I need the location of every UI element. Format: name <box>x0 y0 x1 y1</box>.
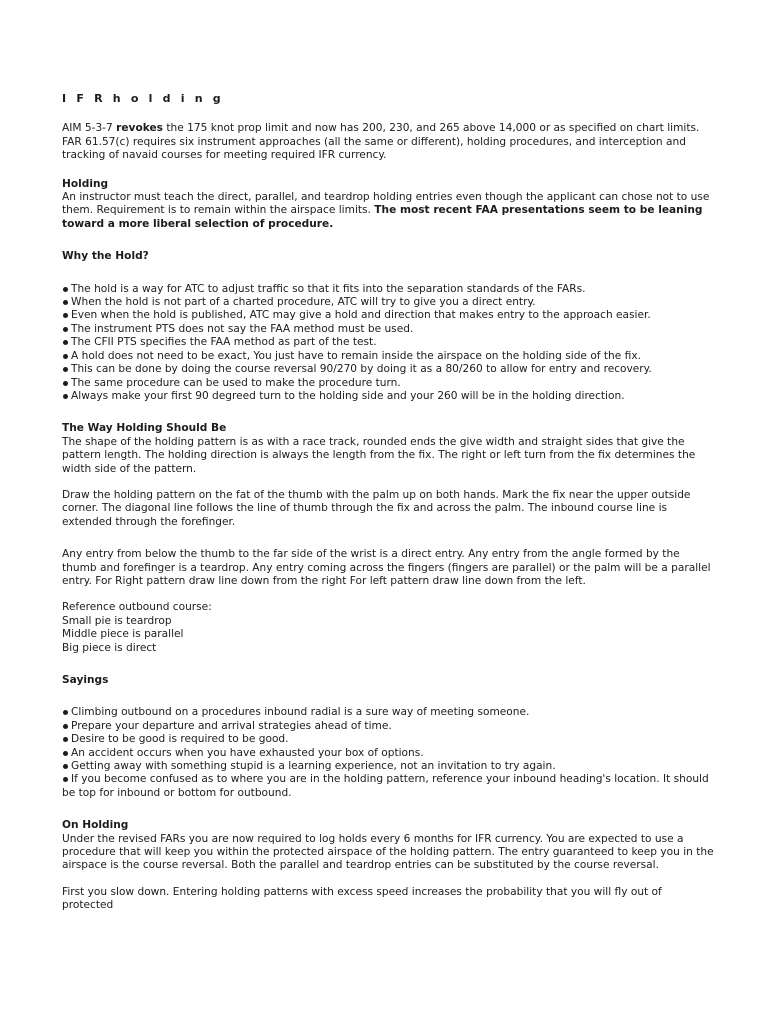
intro-aim-bold: revokes <box>116 122 163 135</box>
list-item: Getting away with something stupid is a learning experience, not an invitation to try again. <box>62 760 716 773</box>
list-item: A hold does not need to be exact, You just have to remain inside the airspace on the holding side of the fix. <box>62 350 716 363</box>
on-holding-paragraph-2: First you slow down. Entering holding patterns with excess speed increases the probability that you will fly out of protected <box>62 885 662 912</box>
on-holding-paragraph-1: Under the revised FARs you are now required to log holds every 6 months for IFR currency. You are expected to use a procedure that will keep you within the protected airspace of the holding pattern. The entry guaranteed to keep you in the airspace is the course reversal. Both the parallel and teardrop entries can be substituted by the course reversal. <box>62 832 714 872</box>
bullet-icon <box>63 313 68 318</box>
bullet-icon <box>63 777 68 782</box>
intro-aim-line <box>62 122 716 135</box>
bullet-icon <box>63 751 68 756</box>
intro-far-line: FAR 61.57(c) requires six instrument approaches (all the same or different), holding procedures, and interception and tracking of navaid courses for meeting required IFR currency. <box>62 135 686 162</box>
list-item: The instrument PTS does not say the FAA method must be used. <box>62 323 716 336</box>
holding-heading: Holding <box>62 177 109 190</box>
bullet-icon <box>63 300 68 305</box>
bullet-icon <box>63 367 68 372</box>
bullet-icon <box>63 737 68 742</box>
reference-line: Middle piece is parallel <box>62 628 184 641</box>
bullet-icon <box>63 340 68 345</box>
list-item: Even when the hold is published, ATC may give a hold and direction that makes entry to the approach easier. <box>62 309 716 322</box>
holding-text: An instructor must teach the direct, parallel, and teardrop holding entries even though the applicant can chose not to use them. Requirement is to remain within the airspace limits. <box>62 191 710 217</box>
on-holding-heading: On Holding <box>62 819 129 832</box>
document-title: I F R h o l d i n g <box>62 92 224 105</box>
list-item: The same procedure can be used to make the procedure turn. <box>62 377 716 390</box>
bullet-icon <box>63 354 68 359</box>
sayings-heading: Sayings <box>62 674 109 686</box>
bullet-icon <box>63 710 68 715</box>
bullet-icon <box>63 287 68 292</box>
holding-paragraph <box>62 191 716 231</box>
why-hold-list <box>62 283 716 404</box>
list-item: If you become confused as to where you are in the holding pattern, reference your inbound heading's location. It should be top for inbound or bottom for outbound. <box>62 773 709 799</box>
way-holding-paragraph-2: Draw the holding pattern on the fat of the thumb with the palm up on both hands. Mark the fix near the upper outside corner. The diagonal line follows the line of thumb through the fix and across the palm. The inbound course line is extended through the forefinger. <box>62 488 691 528</box>
reference-line: Reference outbound course: <box>62 601 212 614</box>
bullet-icon <box>63 764 68 769</box>
intro-aim-suffix: the 175 knot prop limit and now has 200, 230, and 265 above 14,000 or as specified on chart limits. <box>162 122 700 135</box>
bullet-icon <box>63 724 68 729</box>
list-item: When the hold is not part of a charted procedure, ATC will try to give you a direct entry. <box>62 296 716 309</box>
reference-line: Small pie is teardrop <box>62 614 172 627</box>
list-item: Desire to be good is required to be good. <box>62 733 716 746</box>
list-item: Climbing outbound on a procedures inbound radial is a sure way of meeting someone. <box>62 706 716 719</box>
reference-line: Big piece is direct <box>62 641 157 654</box>
list-item: The CFII PTS specifies the FAA method as part of the test. <box>62 336 716 349</box>
way-holding-paragraph-3: Any entry from below the thumb to the far side of the wrist is a direct entry. Any entry from the angle formed by the thumb and forefinger is a teardrop. Any entry coming across the fingers (fingers are parallel) or the palm will be a parallel entry. For Right pattern draw line down from the right For left pattern draw line down from the left. <box>62 548 711 587</box>
way-holding-heading: The Way Holding Should Be <box>62 422 227 435</box>
list-item: An accident occurs when you have exhausted your box of options. <box>62 747 716 760</box>
way-holding-paragraph-1: The shape of the holding pattern is as with a race track, rounded ends the give width and straight sides that give the pattern length. The holding direction is always the length from the fix. The right or left turn from the fix determines the width side of the pattern. <box>62 435 696 475</box>
list-item: This can be done by doing the course reversal 90/270 by doing it as a 80/260 to allow for entry and recovery. <box>62 363 716 376</box>
list-item: Prepare your departure and arrival strategies ahead of time. <box>62 720 716 733</box>
list-item: The hold is a way for ATC to adjust traffic so that it fits into the separation standards of the FARs. <box>62 283 716 296</box>
list-item: Always make your first 90 degreed turn to the holding side and your 260 will be in the holding direction. <box>62 390 716 403</box>
bullet-icon <box>63 381 68 386</box>
holding-bold-text: The most recent FAA presentations seem to be leaning toward a more liberal selection of procedure. <box>62 204 703 230</box>
sayings-list <box>62 706 716 800</box>
bullet-icon <box>63 394 68 399</box>
intro-aim-prefix: AIM 5-3-7 <box>62 122 117 135</box>
why-hold-heading: Why the Hold? <box>62 250 149 263</box>
bullet-icon <box>63 327 68 332</box>
